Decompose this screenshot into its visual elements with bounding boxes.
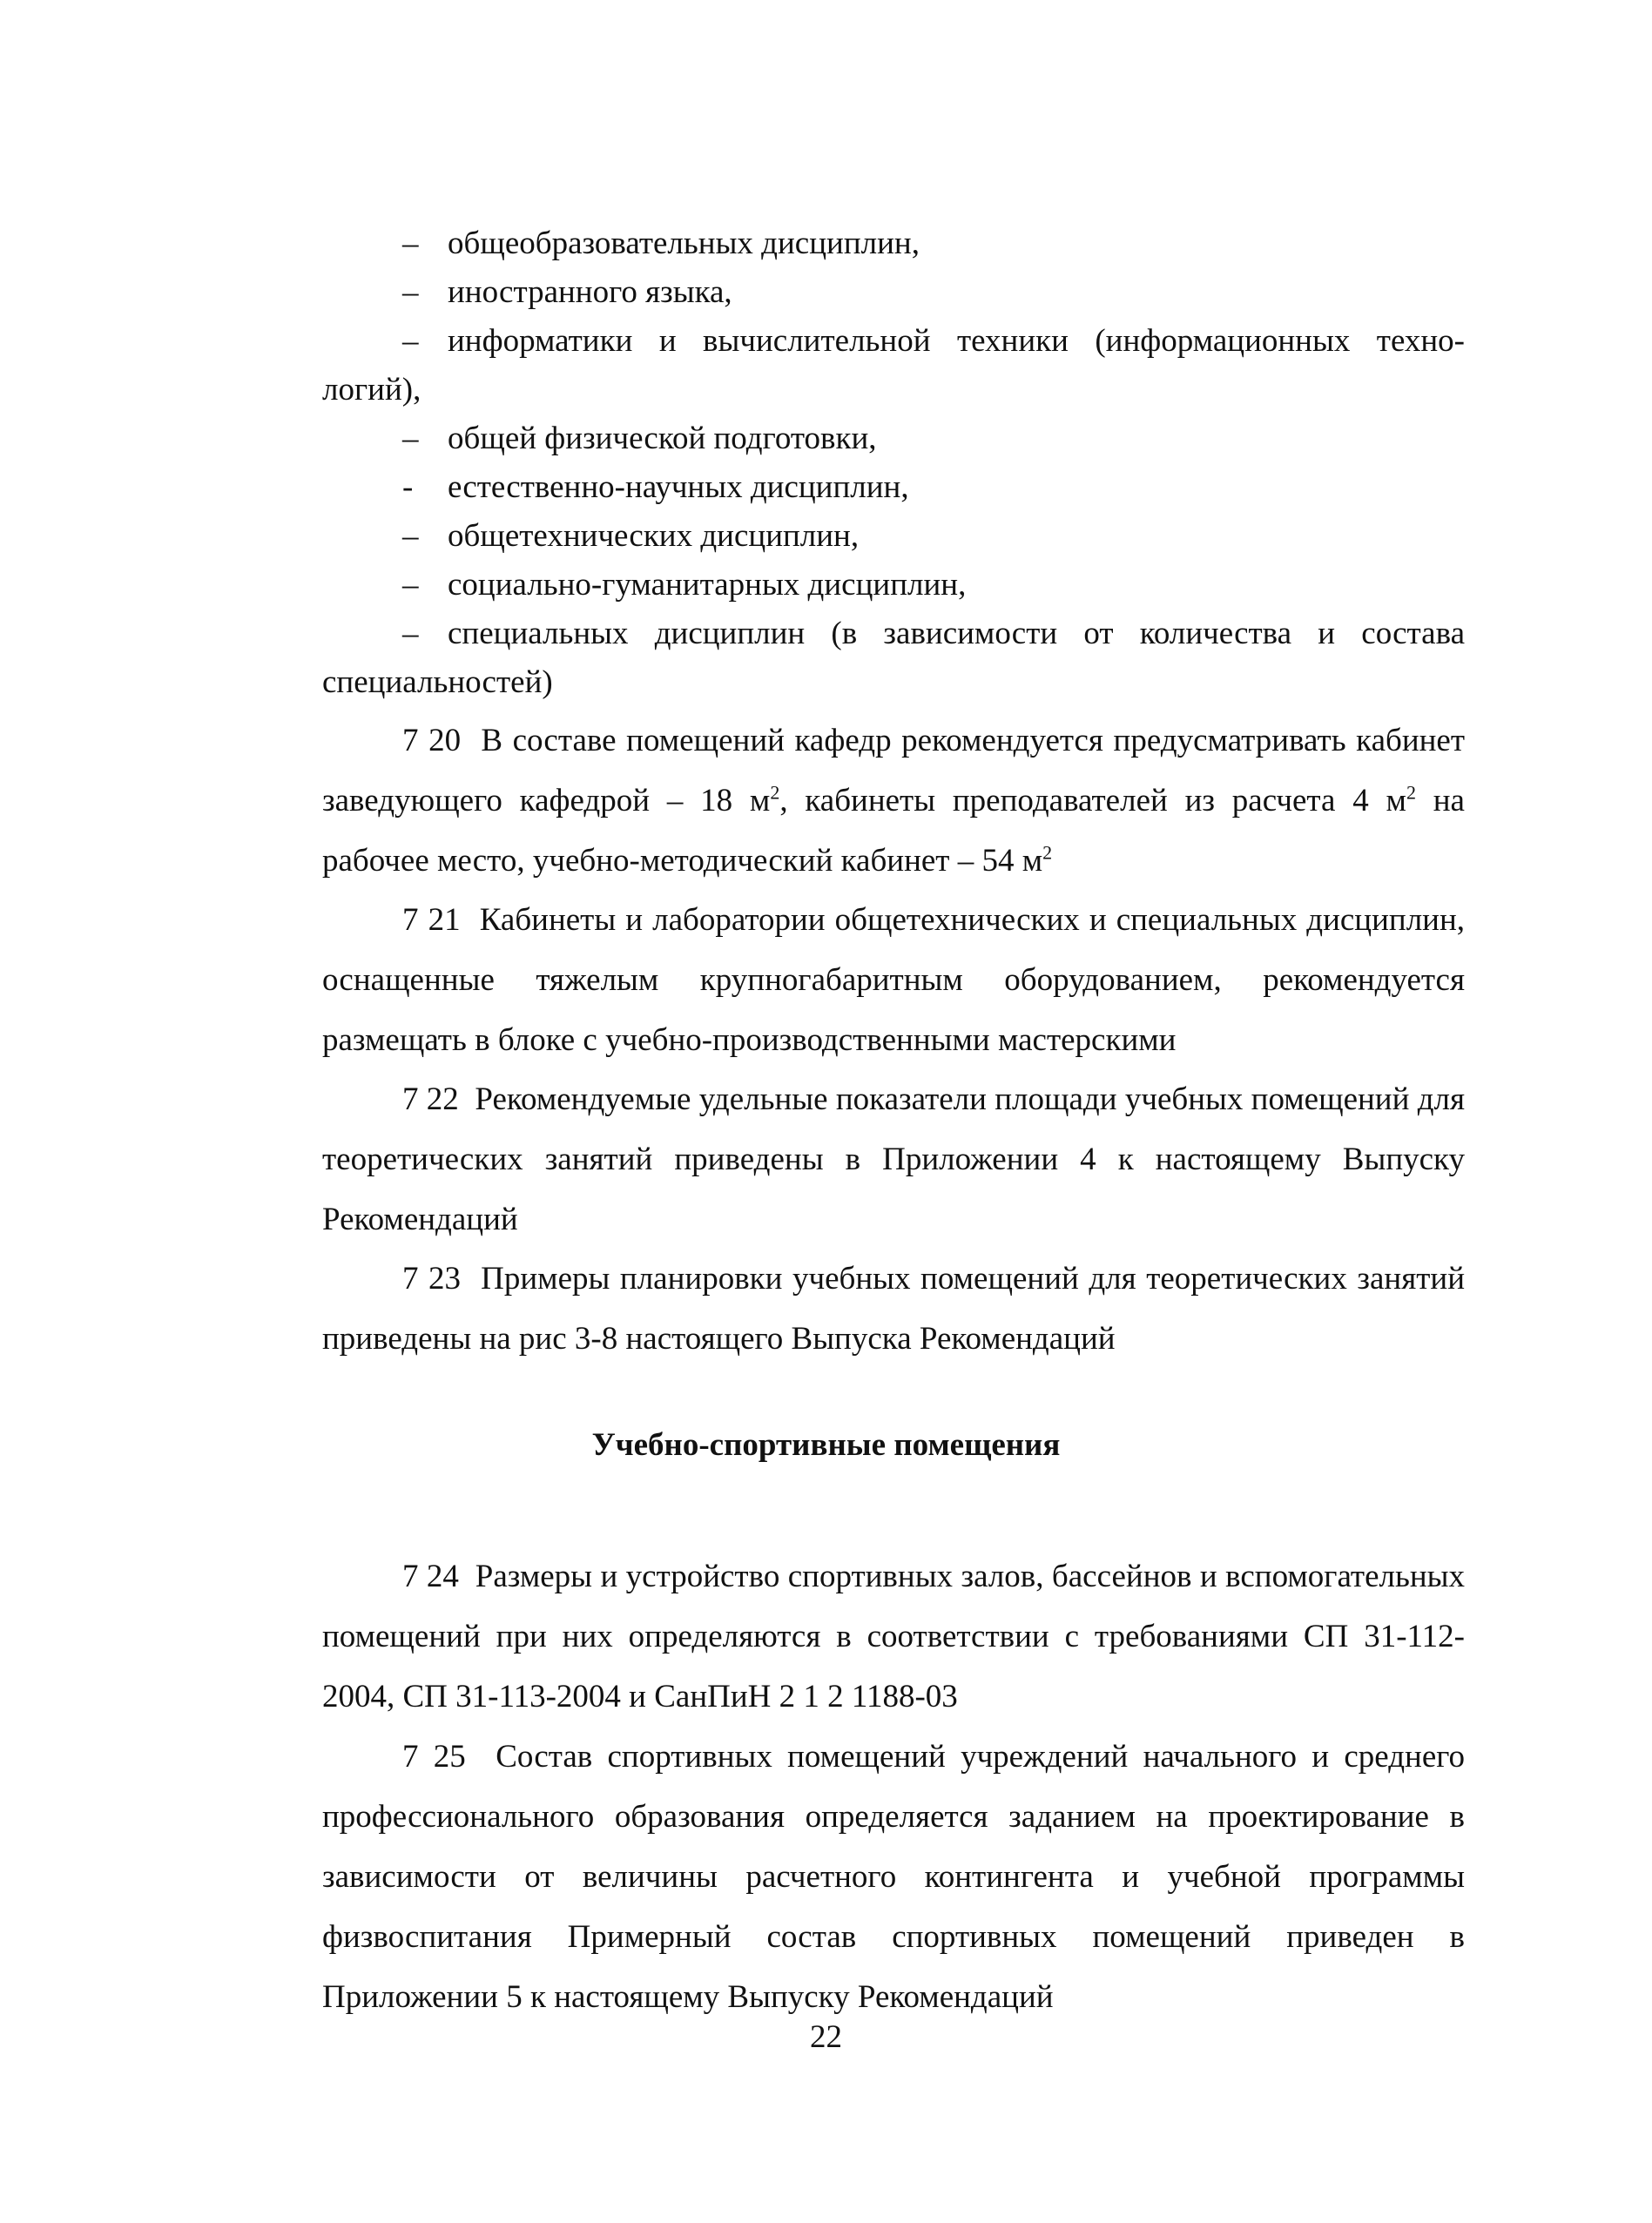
list-item-continuation xyxy=(322,371,421,409)
list-item-text: социально-гуманитарных дисциплин, xyxy=(448,567,967,603)
dash-marker: - xyxy=(402,469,414,505)
list-item-text: естественно-научных дисциплин, xyxy=(448,469,909,505)
list-item xyxy=(402,322,1465,360)
paragraph-7-24 xyxy=(322,1546,1465,1727)
list-item-text: общеобразовательных дисциплин, xyxy=(448,226,920,261)
list-item xyxy=(402,273,732,312)
section-heading: Учебно-спортивные помещения xyxy=(591,1427,1061,1463)
dash-marker: – xyxy=(402,323,419,359)
paragraph-number: 7 23 xyxy=(402,1261,462,1297)
dash-marker: – xyxy=(402,518,419,554)
paragraph-text: Размеры и устройство спортивных залов, бассейнов и вспомогательных помещений при них определяются в соответствии с требованиями СП 31-112-2004, СП 31-113-2004 и СанПиН 2 1 2 1188-03 xyxy=(322,1559,1466,1714)
dash-marker: – xyxy=(402,226,419,261)
list-item-text: специальных дисциплин (в зависимости от количества и состава xyxy=(448,616,1465,651)
paragraph-number: 7 21 xyxy=(402,902,461,938)
paragraph-number: 7 24 xyxy=(402,1559,459,1594)
list-item-text: специальностей) xyxy=(322,664,553,700)
page-number: 22 xyxy=(810,2019,842,2055)
list-item xyxy=(402,225,920,263)
superscript: 2 xyxy=(1406,781,1416,804)
dash-marker: – xyxy=(402,567,419,603)
list-item-continuation xyxy=(322,664,553,702)
dash-marker: – xyxy=(402,274,419,310)
paragraph-7-20 xyxy=(322,711,1465,891)
paragraph-text: Состав спортивных помещений учреждений начального и среднего профессионального образования определяется заданием на проектирование в зависимости от величины расчетного контингента и учебной программы физвоспитания Примерный состав спортивных помещений приведен в Приложении 5 к настоящему Выпуску Рекомендаций xyxy=(322,1739,1465,2015)
list-item xyxy=(402,420,877,458)
superscript: 2 xyxy=(770,781,780,804)
paragraph-7-22 xyxy=(322,1069,1465,1250)
dash-marker: – xyxy=(402,616,419,651)
paragraph-text-part: В составе помещений кафедр рекомендуется предусматривать кабинет заведующего кафедрой – 18 м xyxy=(322,723,1466,818)
paragraph-7-23 xyxy=(322,1249,1465,1369)
list-item xyxy=(402,468,909,507)
paragraph-text-part: , кабинеты преподавателей из расчета 4 м xyxy=(779,783,1406,818)
superscript: 2 xyxy=(1042,841,1053,864)
list-item-text: иностранного языка, xyxy=(448,274,732,310)
paragraph-text-part: на рабочее место, учебно-методический кабинет – 54 м xyxy=(322,783,1465,879)
paragraph-text: Примеры планировки учебных помещений для теоретических занятий приведены на рис 3-8 настоящего Выпуска Рекомендаций xyxy=(322,1261,1465,1357)
list-item xyxy=(402,566,966,604)
paragraph-number: 7 22 xyxy=(402,1081,459,1117)
paragraph-text: Рекомендуемые удельные показатели площади учебных помещений для теоретических занятий приведены в Приложении 4 к настоящему Выпуску Рекомендаций xyxy=(322,1081,1466,1237)
paragraph-number: 7 20 xyxy=(402,723,462,758)
list-item-text: общетехнических дисциплин, xyxy=(448,518,860,554)
paragraph-number: 7 25 xyxy=(402,1739,466,1775)
list-item-text: логий), xyxy=(322,372,421,408)
paragraph-7-21 xyxy=(322,890,1465,1070)
dash-marker: – xyxy=(402,421,419,456)
paragraph-7-25 xyxy=(322,1727,1465,2027)
paragraph-text: Кабинеты и лаборатории общетехнических и специальных дисциплин, оснащенные тяжелым крупногабаритным оборудованием, рекомендуется размещать в блоке с учебно-производственными мастерскими xyxy=(322,902,1466,1058)
list-item xyxy=(402,517,859,556)
list-item-text: информатики и вычислительной техники (информационных техно- xyxy=(448,323,1465,359)
list-item xyxy=(402,615,1465,653)
list-item-text: общей физической подготовки, xyxy=(448,421,877,456)
